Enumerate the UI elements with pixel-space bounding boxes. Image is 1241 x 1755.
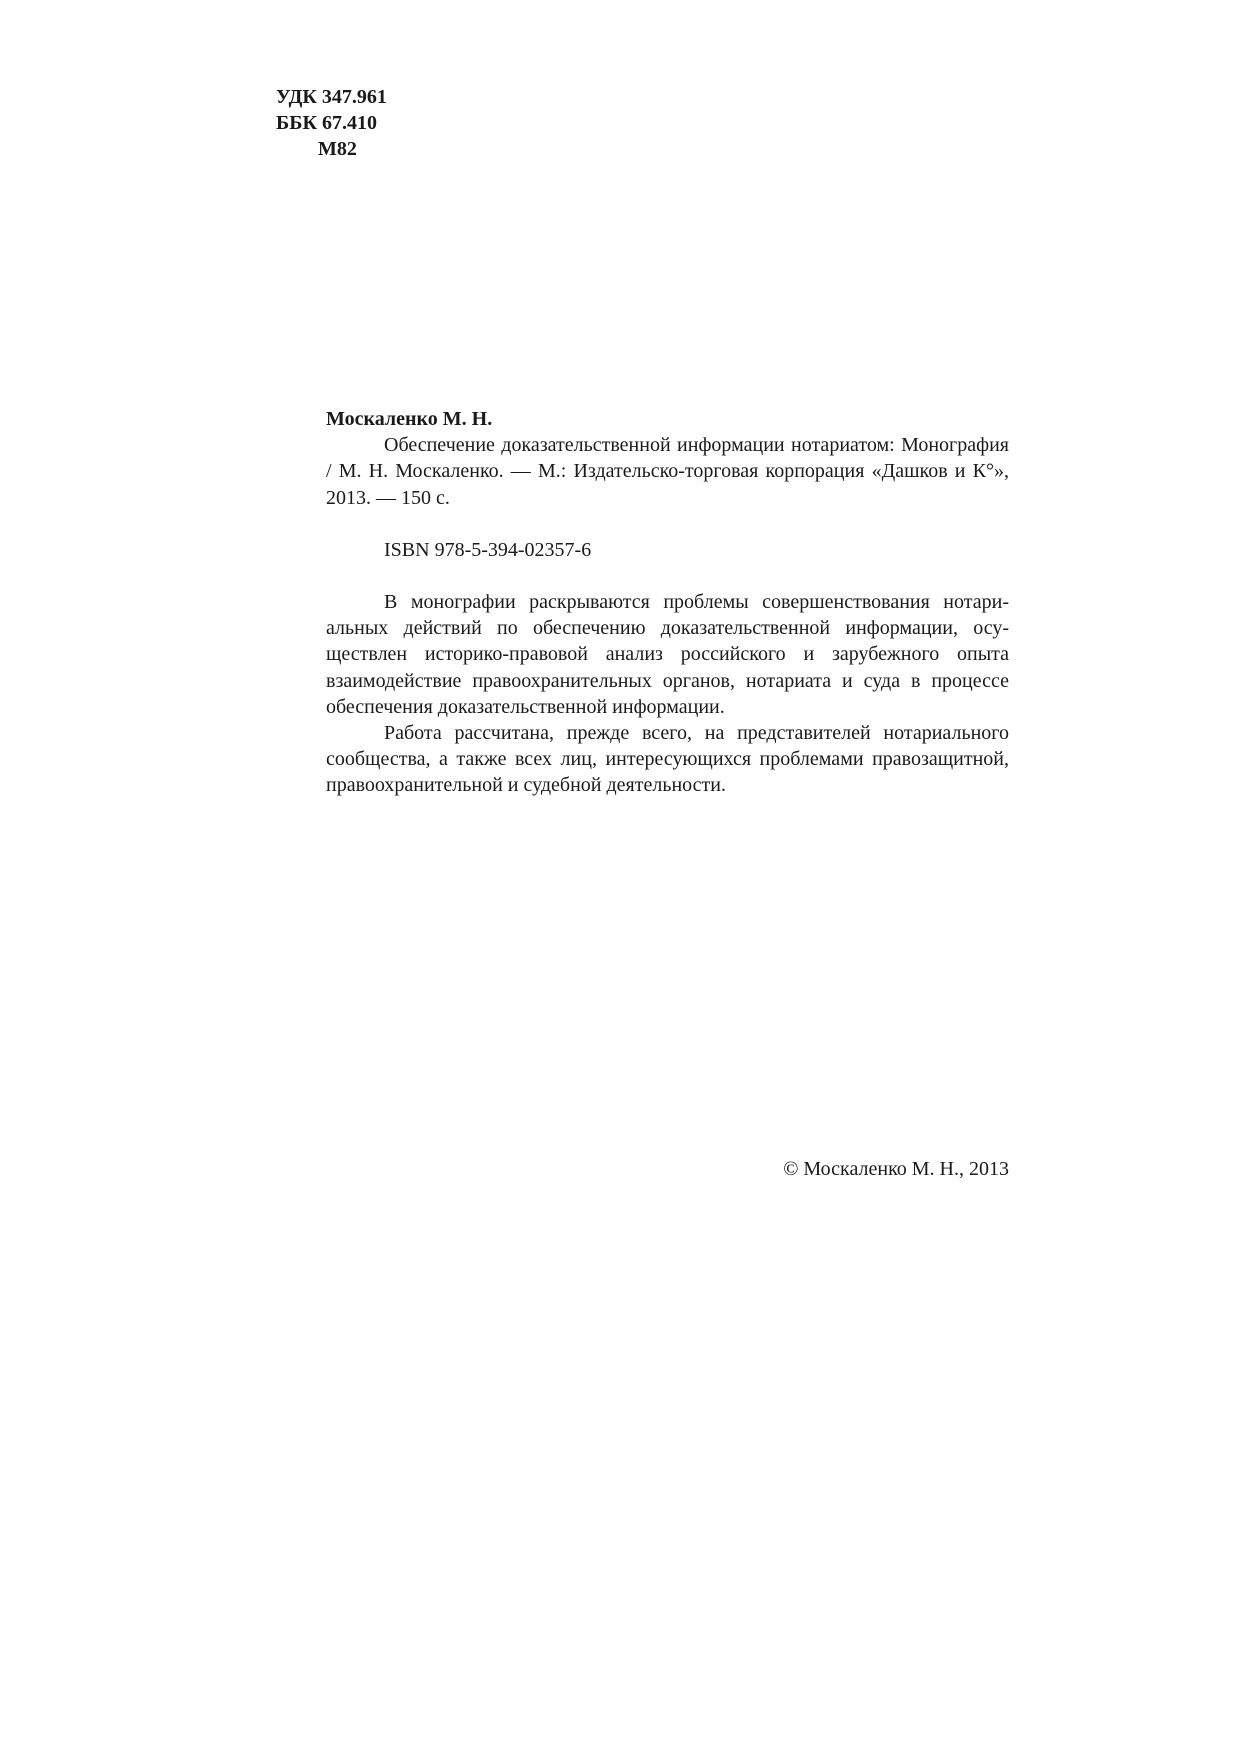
classification-block	[276, 84, 387, 162]
book-description: Обеспечение доказательственной информации нотариатом: Монография / М. Н. Москаленко. — М.: Издательско-торговая корпорация «Дашков и К°», 2013. — 150 с.	[326, 434, 1009, 509]
annotation	[326, 589, 1009, 799]
annotation-paragraph-1: В монографии раскрываются проблемы совершенствования нотариальных действий по обеспечению доказательственной информации, осуществлен историко-правовой анализ российского и зарубежного опыта взаимодействие правоохранительных органов, нотариата и суда в процессе обеспечения доказательственной информации.	[326, 591, 1009, 718]
udk-code: УДК 347.961	[276, 86, 387, 108]
isbn: ISBN 978-5-394-02357-6	[384, 538, 592, 561]
annotation-paragraph-2: Работа рассчитана, прежде всего, на представителей нотариального сообщества, а также всех лиц, интересующихся проблемами правозащитной, правоохранительной и судебной деятельности.	[326, 722, 1009, 797]
bibliographic-record	[326, 406, 1009, 799]
bbk-code: ББК 67.410	[276, 112, 377, 134]
author-name: Москаленко М. Н.	[326, 408, 493, 430]
author-mark: М82	[318, 138, 357, 160]
copyright-notice: © Москаленко М. Н., 2013	[783, 1158, 1009, 1180]
